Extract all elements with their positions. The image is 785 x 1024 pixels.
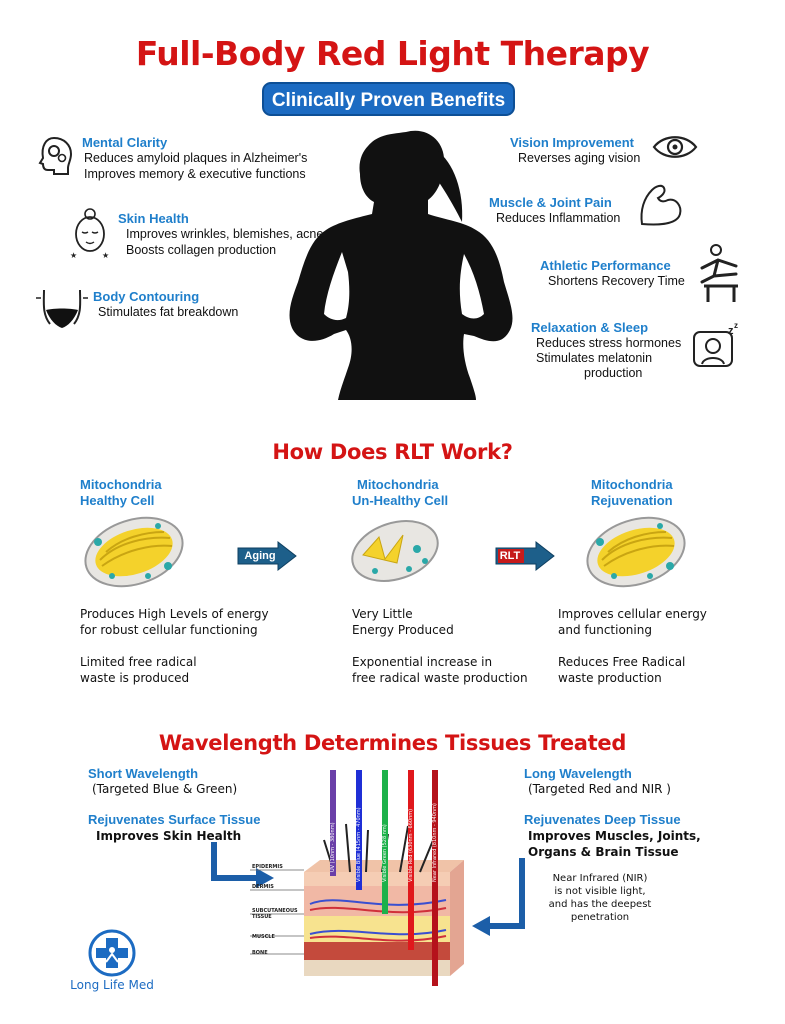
- skin-health-bold: Improves Skin Health: [96, 829, 242, 843]
- deep-tissue-title: Rejuvenates Deep Tissue: [524, 812, 681, 827]
- benefit-sleep-title: Relaxation & Sleep: [531, 320, 649, 335]
- col1-para2-line2: waste is produced: [80, 671, 190, 685]
- col3-title-line1: Mitochondria: [591, 477, 673, 492]
- benefit-sleep-line3: production: [584, 366, 643, 380]
- aging-arrow-label: Aging: [244, 550, 276, 562]
- col3-title-line2: Rejuvenation: [591, 493, 673, 508]
- col1-para1-line1: Produces High Levels of energy: [80, 607, 269, 621]
- short-wavelength-title: Short Wavelength: [88, 766, 199, 781]
- mitochondria-unhealthy: [345, 515, 445, 585]
- benefit-skin-line2: Boosts collagen production: [126, 243, 277, 257]
- rlt-arrow-label: RLT: [499, 550, 521, 562]
- svg-text:z: z: [728, 325, 734, 337]
- beam-label-blue: Visible Blue (415nm - 470nm): [356, 807, 362, 882]
- surface-tissue-title: Rejuvenates Surface Tissue: [88, 812, 261, 827]
- col2-title-line2: Un-Healthy Cell: [352, 493, 449, 508]
- waist-icon: [36, 288, 88, 332]
- long-wavelength-sub: (Targeted Red and NIR ): [528, 782, 671, 796]
- short-wavelength-sub: (Targeted Blue & Green): [92, 782, 238, 796]
- col2-para2-line2: free radical waste production: [352, 671, 528, 685]
- col2-para1-line2: Energy Produced: [352, 623, 454, 637]
- beam-label-red: Visible Red (630nm - 660nm): [408, 808, 414, 882]
- col3-para1-line2: and functioning: [558, 623, 652, 637]
- benefit-body-line1: Stimulates fat breakdown: [98, 305, 239, 319]
- page-title: Full-Body Red Light Therapy: [135, 34, 650, 73]
- sleeping-person-icon: [692, 322, 744, 370]
- nir-note-line1: Near Infrared (NIR): [552, 873, 648, 884]
- col1-title-line2: Healthy Cell: [80, 493, 155, 508]
- layer-label-dermis: DERMIS: [252, 884, 274, 890]
- benefit-vision-line1: Reverses aging vision: [518, 151, 641, 165]
- col3-para2-line1: Reduces Free Radical: [558, 655, 686, 669]
- layer-label-muscle: MUSCLE: [252, 934, 275, 940]
- flexed-arm-icon: [636, 180, 684, 228]
- nir-note-line4: penetration: [570, 912, 630, 923]
- beam-label-nir: Near Infrared (810nm - 940nm): [432, 803, 438, 882]
- beam-label-green: Visible Green (528 nm): [382, 824, 388, 882]
- benefit-athletic-line1: Shortens Recovery Time: [548, 274, 685, 288]
- hurdler-icon: [696, 242, 746, 304]
- col3-para2-line2: waste production: [558, 671, 662, 685]
- col2-title-line1: Mitochondria: [357, 477, 439, 492]
- nir-note-line3: and has the deepest: [548, 899, 652, 910]
- benefit-skin-line1: Improves wrinkles, blemishes, acne: [126, 227, 324, 241]
- deep-tissue-bold1: Improves Muscles, Joints,: [528, 829, 701, 843]
- benefit-mental-title: Mental Clarity: [82, 135, 168, 150]
- benefit-muscle-line1: Reduces Inflammation: [496, 211, 621, 225]
- benefit-mental-line2: Improves memory & executive functions: [84, 167, 306, 181]
- benefit-vision-title: Vision Improvement: [510, 135, 635, 150]
- svg-text:★: ★: [70, 251, 78, 260]
- col2-para1-line1: Very Little: [352, 607, 413, 621]
- mitochondria-rejuvenated: [580, 512, 692, 590]
- layer-label-bone: BONE: [252, 950, 268, 956]
- how-heading: How Does RLT Work?: [272, 440, 513, 464]
- mitochondria-healthy: [78, 512, 190, 590]
- col1-title-line1: Mitochondria: [80, 477, 162, 492]
- benefit-muscle-title: Muscle & Joint Pain: [489, 195, 612, 210]
- benefit-sleep-line2: Stimulates melatonin: [536, 351, 653, 365]
- wavelength-heading: Wavelength Determines Tissues Treated: [158, 731, 627, 755]
- logo-icon: [86, 928, 138, 978]
- svg-text:z: z: [734, 322, 738, 330]
- eye-icon: [652, 130, 698, 164]
- benefit-mental-line1: Reduces amyloid plaques in Alzheimer's: [84, 151, 308, 165]
- benefit-athletic-title: Athletic Performance: [540, 258, 671, 273]
- logo-text: Long Life Med: [70, 978, 154, 992]
- deep-tissue-bold2: Organs & Brain Tissue: [528, 845, 679, 859]
- nir-note-line2: is not visible light,: [554, 886, 646, 897]
- col1-para2-line1: Limited free radical: [80, 655, 197, 669]
- benefit-sleep-line1: Reduces stress hormones: [536, 336, 682, 350]
- brain-gears-icon: [34, 134, 74, 178]
- subtitle-badge: Clinically Proven Benefits: [262, 82, 515, 116]
- benefit-skin-title: Skin Health: [118, 211, 189, 226]
- svg-text:★: ★: [102, 251, 110, 260]
- layer-label-subcutaneous: SUBCUTANEOUS TISSUE: [252, 908, 298, 920]
- layer-label-epidermis: EPIDERMIS: [252, 864, 283, 870]
- woman-silhouette: [278, 122, 518, 400]
- benefit-body-title: Body Contouring: [93, 289, 200, 304]
- col1-para1-line2: for robust cellular functioning: [80, 623, 258, 637]
- beam-label-uv: UV (10nm - 380nm): [330, 822, 336, 872]
- col2-para2-line1: Exponential increase in: [352, 655, 493, 669]
- col3-para1-line1: Improves cellular energy: [558, 607, 707, 621]
- long-wavelength-title: Long Wavelength: [524, 766, 632, 781]
- face-icon: [68, 206, 112, 260]
